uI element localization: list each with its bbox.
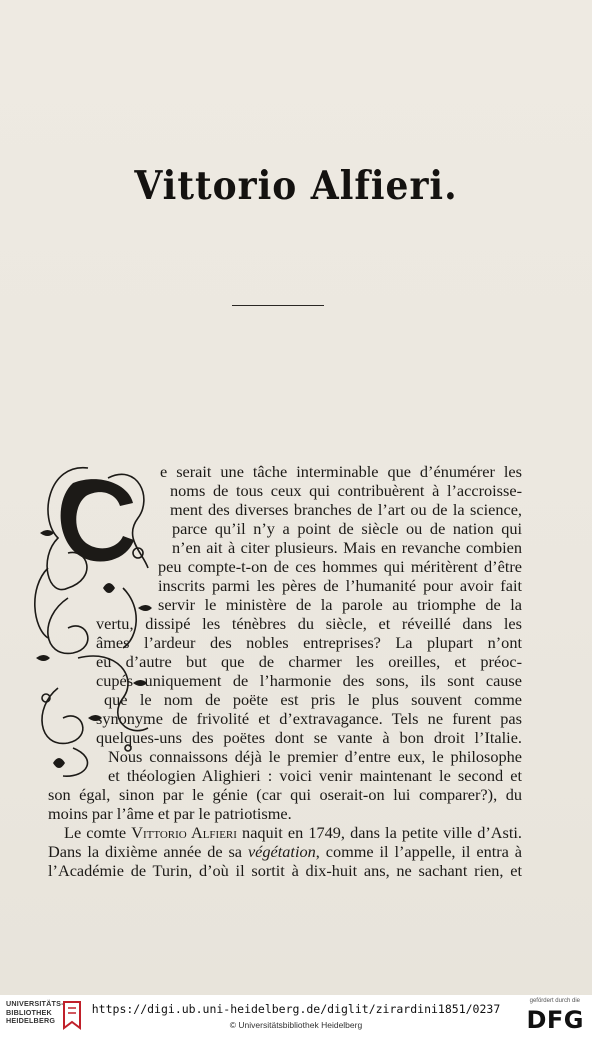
text-line: parce qu’il n’y a point de siècle ou de nation qui (172, 519, 522, 538)
text-line: servir le ministère de la parole au triomphe de la (158, 595, 522, 614)
italic-term: végétation (247, 842, 316, 861)
text-line: noms de tous ceux qui contribuèrent à l’accroisse- (170, 481, 522, 500)
text-line: inscrits parmi les pères de l’humanité pour avoir fait (158, 576, 522, 595)
person-name: Vittorio Alfieri (131, 823, 237, 842)
text-line: cupés uniquement de l’harmonie des sons, ils sont cause (96, 671, 522, 690)
text-line: vertu, dissipé les ténèbres du siècle, et réveillé dans les (96, 614, 522, 633)
page-title: Vittorio Alfieri. (134, 163, 458, 209)
text-line: moins par l’âme et par le patriotisme. (48, 804, 292, 823)
digitization-footer (0, 995, 592, 1038)
text-line: peu compte-t-on de ces hommes qui méritèrent d’être (158, 557, 522, 576)
title-divider (232, 305, 324, 306)
text-line: quelques-uns des poëtes dont se vante à bon droit l’Italie. (96, 728, 522, 747)
dfg-logo: DFG (526, 1006, 584, 1034)
text-line: et théologien Alighieri : voici venir maintenant le second et (108, 766, 522, 785)
text-line: n’en ait à citer plusieurs. Mais en revanche combien (172, 538, 522, 557)
text-line: Dans la dixième année de sa végétation, comme il l’appelle, il entra à (48, 842, 523, 861)
text-line: Nous connaissons déjà le premier d’entre eux, le philosophe (108, 747, 522, 766)
text-line: e serait une tâche interminable que d’énumérer les (160, 462, 522, 481)
library-name: UNIVERSITÄTS- BIBLIOTHEK HEIDELBERG (6, 999, 64, 1026)
text-line: synonyme de frivolité et d’extravagance. Tels ne furent pas (96, 709, 522, 728)
text-line: son égal, sinon par le génie (car qui oserait-on lui comparer?), du (48, 785, 522, 804)
text-line: ment des diverses branches de l’art ou de la science, (170, 500, 522, 519)
text-line: âmes l’ardeur des nobles entreprises? La plupart n’ont (96, 633, 522, 652)
text-line: Le comte Vittorio Alfieri naquit en 1749, dans la petite ville d’Asti. (64, 823, 523, 842)
text-line: l’Académie de Turin, d’où il sortit à dix-huit ans, ne sachant rien, et (48, 861, 522, 880)
text-line: que le nom de poëte est pris le plus souvent comme (104, 690, 522, 709)
funder-note: gefördert durch die (529, 998, 580, 1004)
text-line: eu d’autre but que de charmer les oreilles, et préoc- (96, 652, 522, 671)
page-url-link[interactable]: https://digi.ub.uni-heidelberg.de/diglit/zirardini1851/0237 (91, 1002, 501, 1016)
copyright-notice: © Universitätsbibliothek Heidelberg (229, 1020, 363, 1030)
